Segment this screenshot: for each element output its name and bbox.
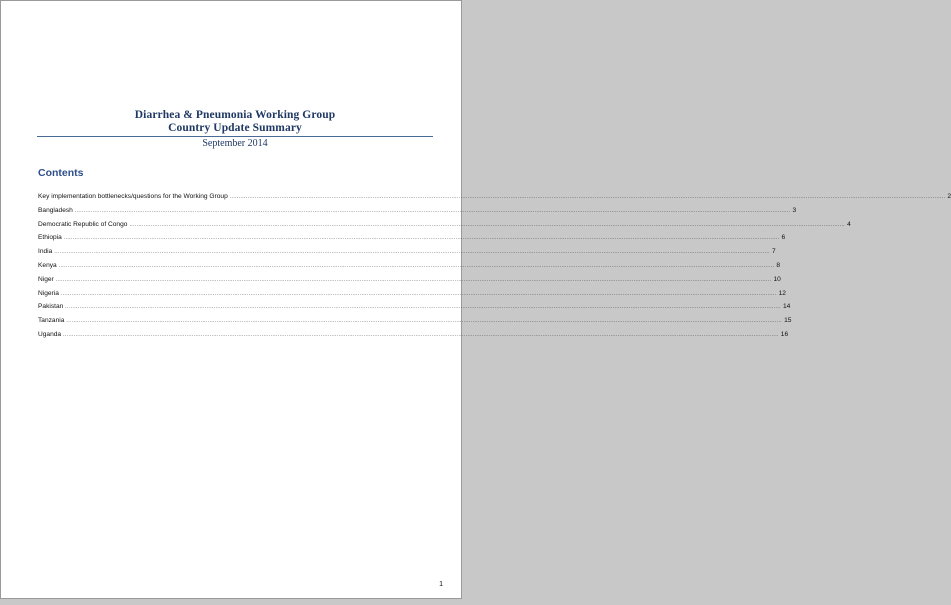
toc-entry-label[interactable]: India — [38, 248, 53, 256]
toc-entry[interactable] — [38, 328, 789, 342]
toc-entry-label[interactable]: Uganda — [38, 330, 62, 338]
toc-dot-leader: ................................................................................................................................................................................................................................................................................................................................................................................................................ — [60, 290, 777, 297]
document-subtitle: Country Update Summary — [168, 122, 302, 134]
toc-entry-label[interactable]: Nigeria — [38, 289, 59, 297]
toc-entry-page[interactable]: 14 — [782, 303, 791, 311]
toc-entry-page[interactable]: 7 — [771, 248, 776, 256]
document-title: Diarrhea & Pneumonia Working Group — [134, 109, 336, 121]
toc-entry-label[interactable]: Democratic Republic of Congo — [38, 220, 128, 228]
toc-dot-leader: ................................................................................................................................................................................................................................................................................................................................................................................................................ — [55, 276, 772, 283]
toc-dot-leader: ................................................................................................................................................................................................................................................................................................................................................................................................................ — [58, 262, 775, 269]
toc-dot-leader: ................................................................................................................................................................................................................................................................................................................................................................................................................ — [63, 235, 780, 242]
toc-dot-leader: ................................................................................................................................................................................................................................................................................................................................................................................................................ — [66, 318, 783, 325]
toc-entry[interactable] — [38, 273, 781, 287]
table-of-contents — [38, 190, 951, 342]
toc-entry[interactable] — [38, 314, 792, 328]
toc-entry-page[interactable]: 15 — [784, 317, 792, 325]
toc-entry-page[interactable]: 6 — [781, 234, 786, 242]
toc-entry-label[interactable]: Pakistan — [38, 303, 64, 311]
toc-entry-label[interactable]: Kenya — [38, 261, 57, 269]
toc-entry-page[interactable]: 8 — [776, 261, 781, 269]
toc-entry[interactable] — [38, 245, 776, 259]
toc-entry-page[interactable]: 16 — [780, 330, 789, 338]
toc-entry-label[interactable]: Tanzania — [38, 317, 65, 325]
toc-entry-page[interactable]: 12 — [778, 289, 786, 297]
toc-entry[interactable] — [38, 287, 786, 301]
page-number: 1 — [439, 581, 443, 588]
toc-entry[interactable] — [38, 218, 851, 232]
document-date: September 2014 — [202, 138, 268, 149]
toc-dot-leader: ................................................................................................................................................................................................................................................................................................................................................................................................................ — [129, 221, 846, 228]
toc-dot-leader: ................................................................................................................................................................................................................................................................................................................................................................................................................ — [63, 331, 779, 338]
toc-entry-label[interactable]: Bangladesh — [38, 206, 73, 214]
title-block — [37, 109, 433, 150]
toc-entry[interactable] — [38, 300, 791, 314]
toc-entry-page[interactable]: 4 — [847, 220, 851, 228]
toc-entry-page[interactable]: 10 — [773, 275, 781, 283]
toc-entry-label[interactable]: Niger — [38, 275, 54, 283]
toc-entry-page[interactable]: 2 — [947, 193, 951, 200]
toc-entry[interactable] — [38, 231, 786, 245]
toc-entry[interactable] — [38, 190, 951, 204]
toc-dot-leader: ................................................................................................................................................................................................................................................................................................................................................................................................................ — [229, 194, 946, 200]
title-divider — [37, 136, 433, 137]
toc-entry-page[interactable]: 3 — [792, 206, 797, 214]
toc-dot-leader: ................................................................................................................................................................................................................................................................................................................................................................................................................ — [74, 207, 791, 214]
contents-heading: Contents — [38, 167, 84, 179]
toc-entry[interactable] — [38, 259, 781, 273]
toc-entry-label[interactable]: Key implementation bottlenecks/questions for the Working Group — [38, 193, 228, 200]
toc-dot-leader: ................................................................................................................................................................................................................................................................................................................................................................................................................ — [54, 249, 770, 256]
toc-dot-leader: ................................................................................................................................................................................................................................................................................................................................................................................................................ — [65, 304, 781, 311]
toc-entry[interactable] — [38, 204, 797, 218]
toc-entry-label[interactable]: Ethiopia — [38, 234, 62, 242]
